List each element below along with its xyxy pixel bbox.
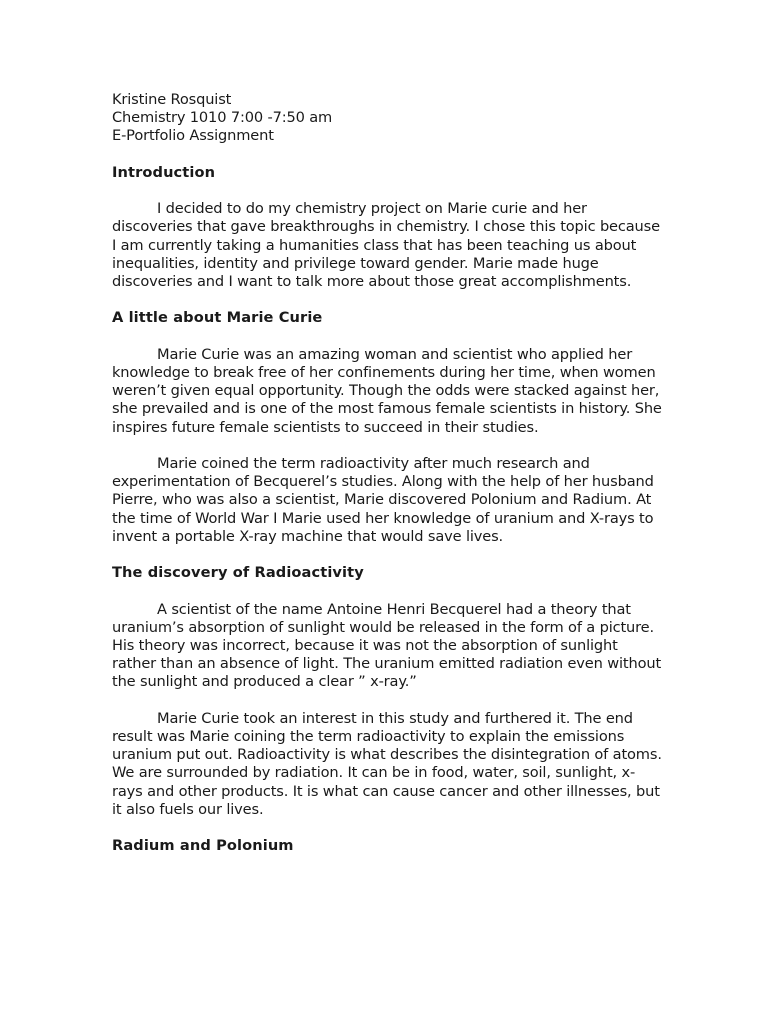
section-heading-introduction: Introduction: [112, 163, 216, 181]
document-page: [112, 91, 664, 855]
section-heading-discovery-of-radioactivity: The discovery of Radioactivity: [112, 564, 364, 582]
paragraph-about-marie-curie-2: Marie coined the term radioactivity after much research and experimentation of Becquerel’s studies. Along with the help of her husband Pierre, who was also a scientist, Marie discovered Polonium and Radium. At the time of World War I Marie used her knowledge of uranium and X-rays to invent a portable X-ray machine that would save lives.: [112, 454, 654, 545]
spacer: [112, 819, 664, 837]
spacer: [112, 546, 664, 564]
spacer: [112, 582, 664, 600]
assignment-title: E-Portfolio Assignment: [112, 127, 274, 145]
course-info: Chemistry 1010 7:00 -7:50 am: [112, 109, 333, 127]
spacer: [112, 328, 664, 346]
paragraph-about-marie-curie-1: Marie Curie was an amazing woman and scientist who applied her knowledge to break free of her confinements during her time, when women weren’t given equal opportunity. Though the odds were stacked against her, she prevailed and is one of the most famous female scientists in history. She inspires future female scientists to succeed in their studies.: [112, 345, 662, 436]
paragraph-radioactivity-1: A scientist of the name Antoine Henri Becquerel had a theory that uranium’s absorption of sunlight would be released in the form of a picture. His theory was incorrect, because it was not the absorption of sunlight rather than an absence of light. The uranium emitted radiation even without the sunlight and produced a clear ” x-ray.”: [112, 600, 662, 691]
spacer: [112, 146, 664, 164]
section-heading-radium-and-polonium: Radium and Polonium: [112, 837, 294, 855]
section-heading-about-marie-curie: A little about Marie Curie: [112, 309, 323, 327]
paragraph-radioactivity-2: Marie Curie took an interest in this study and furthered it. The end result was Marie coining the term radioactivity to explain the emissions uranium put out. Radioactivity is what describes the disintegration of atoms. We are surrounded by radiation. It can be in food, water, soil, sunlight, x-rays and other products. It is what can cause cancer and other illnesses, but it also fuels our lives.: [112, 709, 662, 818]
spacer: [112, 291, 664, 309]
spacer: [112, 692, 664, 710]
author-name: Kristine Rosquist: [112, 91, 232, 108]
paragraph-introduction: I decided to do my chemistry project on Marie curie and her discoveries that gave breakthroughs in chemistry. I chose this topic because I am currently taking a humanities class that has been teaching us about inequalities, identity and privilege toward gender. Marie made huge discoveries and I want to talk more about those great accomplishments.: [112, 200, 660, 290]
spacer: [112, 182, 664, 200]
spacer: [112, 437, 664, 455]
